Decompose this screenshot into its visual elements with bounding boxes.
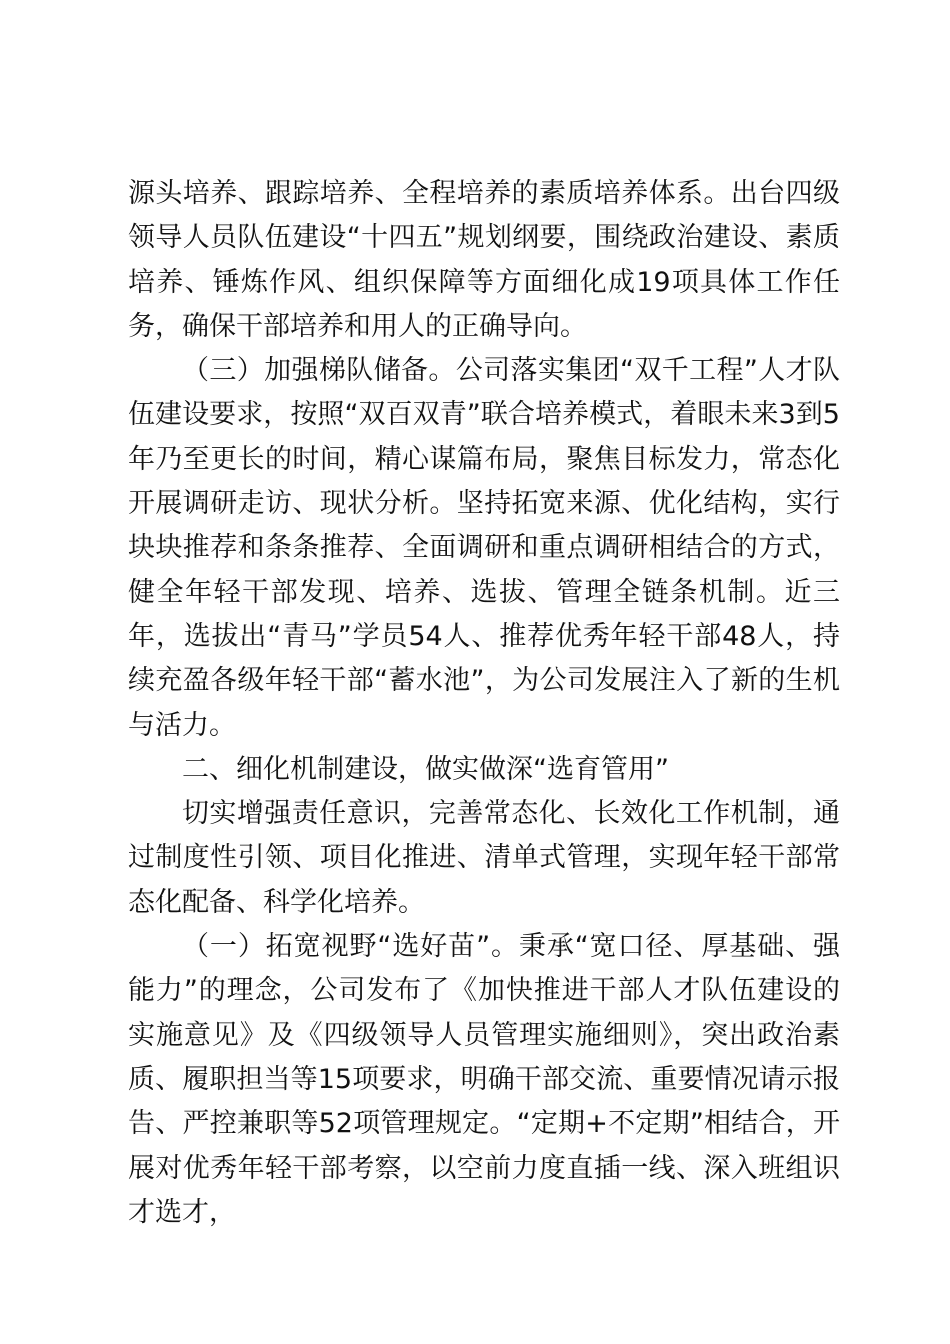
paragraph-intro: 切实增强责任意识，完善常态化、长效化工作机制，通过制度性引领、项目化推进、清单式管理，实现年轻干部常态化配备、科学化培养。 — [128, 798, 840, 918]
paragraph-section-1: （一）拓宽视野“选好苗”。秉承“宽口径、厚基础、强能力”的理念，公司发布了《加快推进干部人才队伍建设的实施意见》及《四级领导人员管理实施细则》，突出政治素质、履职担当等15项要求，明确干部交流、重要情况请示报告、严控兼职等52项管理规定。“定期+不定期”相结合，开展对优秀年轻干部考察，以空前力度直插一线、深入班组识才选才， — [128, 931, 840, 1228]
document-body — [128, 172, 840, 1235]
section-heading-2: 二、细化机制建设，做实做深“选育管用” — [182, 753, 669, 785]
paragraph-continued: 源头培养、跟踪培养、全程培养的素质培养体系。出台四级领导人员队伍建设“十四五”规划纲要，围绕政治建设、素质培养、锤炼作风、组织保障等方面细化成19项具体工作任务，确保干部培养和用人的正确导向。 — [128, 178, 840, 342]
paragraph-section-3: （三）加强梯队储备。公司落实集团“双千工程”人才队伍建设要求，按照“双百双青”联合培养模式，着眼未来3到5年乃至更长的时间，精心谋篇布局，聚焦目标发力，常态化开展调研走访、现状分析。坚持拓宽来源、优化结构，实行块块推荐和条条推荐、全面调研和重点调研相结合的方式，健全年轻干部发现、培养、选拔、管理全链条机制。近三年，选拔出“青马”学员54人、推荐优秀年轻干部48人，持续充盈各级年轻干部“蓄水池”，为公司发展注入了新的生机与活力。 — [128, 355, 840, 741]
